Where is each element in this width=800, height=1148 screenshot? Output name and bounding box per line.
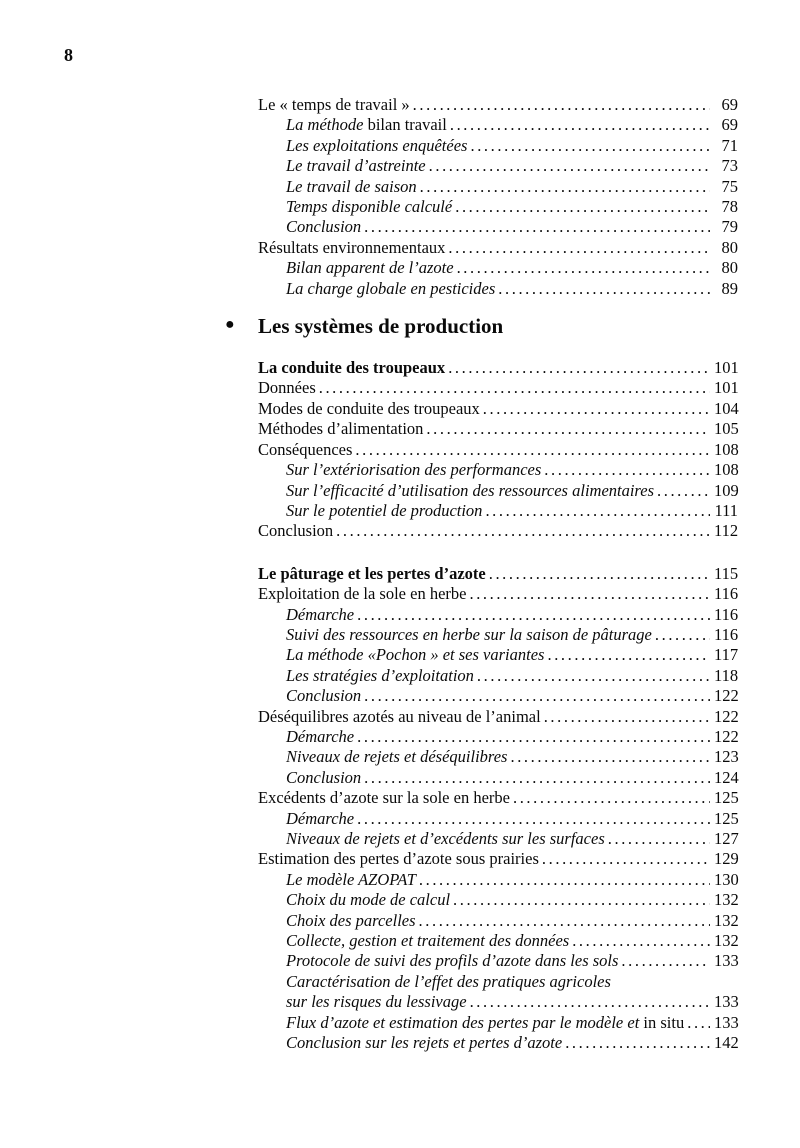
toc-entry-text: Conclusion	[286, 686, 362, 706]
toc-entry	[258, 115, 738, 135]
toc-entry-label	[258, 584, 466, 604]
dot-leader	[450, 115, 710, 135]
toc-entry	[258, 1013, 738, 1033]
toc-entry	[258, 177, 738, 197]
toc-entry	[258, 358, 738, 378]
toc-entry	[258, 564, 738, 584]
toc-entry	[258, 217, 738, 237]
dot-leader	[469, 584, 710, 604]
toc-entry-label	[286, 931, 569, 951]
toc-entry-page: 116	[714, 604, 739, 624]
toc-entry-label	[258, 358, 445, 378]
dot-leader	[547, 645, 710, 665]
toc-entry-text: Niveaux de rejets et déséquilibres	[286, 747, 508, 767]
dot-leader	[453, 890, 710, 910]
dot-leader	[485, 501, 710, 521]
toc-entry-label	[286, 747, 507, 767]
dot-leader	[687, 1013, 710, 1033]
toc-entry-page: 108	[714, 439, 739, 459]
toc-entry	[258, 707, 738, 727]
toc-entry-text: Les exploitations enquêtées	[286, 135, 468, 155]
toc-entry	[258, 136, 738, 156]
toc-entry	[258, 849, 738, 869]
dot-leader	[510, 747, 710, 767]
toc-entry-page: 132	[714, 910, 739, 930]
dot-leader	[544, 460, 710, 480]
dot-leader	[513, 788, 710, 808]
toc-entry-page: 122	[714, 706, 739, 726]
toc-entry	[258, 890, 738, 910]
dot-leader	[621, 951, 710, 971]
toc-entry-page: 116	[714, 584, 739, 604]
toc-entry-page: 118	[714, 665, 739, 685]
dot-leader	[357, 727, 710, 747]
dot-leader	[429, 156, 710, 176]
toc-entry-page: 124	[714, 767, 739, 787]
dot-leader	[498, 279, 710, 299]
dot-leader	[319, 378, 710, 398]
dot-leader	[655, 625, 710, 645]
toc-entry-label	[286, 992, 467, 1012]
toc-entry-page: 101	[714, 378, 739, 398]
toc-entry-text: Le travail de saison	[286, 176, 417, 196]
toc-entry-label	[258, 849, 539, 869]
toc-entry-page: 78	[721, 197, 738, 217]
dot-leader	[455, 197, 710, 217]
toc-entry	[258, 419, 738, 439]
toc-entry-page: 71	[721, 135, 738, 155]
toc-entry	[258, 972, 738, 992]
toc-entry-text: Conséquences	[258, 439, 353, 459]
table-of-contents	[225, 95, 739, 1053]
toc-entry	[258, 521, 738, 541]
toc-entry-text: Flux d’azote et estimation des pertes par le modèle et	[286, 1012, 644, 1032]
toc-entry-label	[286, 136, 467, 156]
toc-entry	[258, 156, 738, 176]
dot-leader	[419, 870, 710, 890]
dot-leader	[657, 481, 710, 501]
toc-entry-label	[286, 666, 474, 686]
toc-entry-label	[258, 788, 510, 808]
toc-entry-page: 116	[714, 624, 739, 644]
toc-entry-label	[286, 115, 447, 135]
toc-entry-page: 125	[714, 808, 739, 828]
toc-entry-text: Résultats environnementaux	[258, 237, 446, 257]
toc-entry-text: Le pâturage et les pertes d’azote	[258, 563, 486, 583]
toc-entry	[258, 460, 738, 480]
toc-entry-label	[286, 727, 354, 747]
toc-entry	[258, 1033, 738, 1053]
toc-entry	[258, 501, 738, 521]
toc-entry-label	[258, 238, 445, 258]
toc-entry-label	[286, 911, 416, 931]
dot-leader	[448, 358, 710, 378]
toc-entry-label	[286, 951, 618, 971]
toc-entry-text: Choix du mode de calcul	[286, 890, 451, 910]
dot-leader	[357, 809, 710, 829]
toc-entry-text: Conclusion	[286, 767, 362, 787]
toc-entry-label	[258, 440, 352, 460]
toc-entry-text: Sur le potentiel de production	[286, 500, 483, 520]
toc-entry-page: 132	[714, 931, 739, 951]
toc-entry	[258, 399, 738, 419]
toc-entry-page: 133	[714, 951, 739, 971]
toc-block	[258, 564, 738, 1054]
dot-leader	[544, 707, 710, 727]
toc-entry-text: Démarche	[286, 604, 355, 624]
toc-entry-page: 80	[721, 258, 738, 278]
toc-entry-text: La charge globale en pesticides	[286, 278, 496, 298]
toc-entry-label	[286, 890, 450, 910]
dot-leader	[364, 768, 710, 788]
toc-entry-text: Conclusion	[258, 521, 334, 541]
toc-entry	[258, 992, 738, 1012]
toc-entry-label	[286, 481, 654, 501]
toc-entry-text: Niveaux de rejets et d’excédents sur les surfaces	[286, 829, 605, 848]
toc-entry-text: Estimation des pertes d’azote sous prairies	[258, 849, 539, 869]
toc-entry-text: Modes de conduite des troupeaux	[258, 398, 480, 418]
toc-entry-page: 69	[721, 95, 738, 114]
dot-leader	[565, 1033, 710, 1053]
toc-entry-page: 80	[721, 237, 738, 257]
dot-leader	[608, 829, 710, 849]
section-heading-label: Les systèmes de production	[258, 314, 504, 339]
toc-entry-label	[258, 378, 316, 398]
toc-entry-label	[286, 972, 611, 992]
toc-entry-page: 69	[721, 115, 738, 135]
toc-entry-label	[258, 707, 541, 727]
toc-entry-text: Sur l’extériorisation des performances	[286, 460, 542, 480]
toc-entry-page: 125	[714, 788, 739, 808]
toc-entry-label	[286, 829, 605, 849]
toc-entry	[258, 666, 738, 686]
toc-entry-label	[258, 419, 423, 439]
toc-entry-text: Protocole de suivi des profils d’azote dans les sols	[286, 951, 619, 971]
dot-leader	[470, 136, 710, 156]
toc-entry-text: Le travail d’astreinte	[286, 156, 426, 176]
dot-leader	[413, 95, 710, 115]
toc-entry	[258, 625, 738, 645]
toc-entry-label	[286, 460, 541, 480]
toc-entry-label	[286, 870, 416, 890]
toc-entry-text: Les stratégies d’exploitation	[286, 665, 474, 685]
toc-entry	[258, 279, 738, 299]
toc-entry-label	[286, 197, 452, 217]
toc-entry	[258, 95, 738, 115]
toc-entry-label	[286, 501, 482, 521]
toc-entry	[258, 788, 738, 808]
toc-entry-page: 122	[714, 686, 739, 706]
toc-entry-label	[286, 768, 361, 788]
toc-entry-label	[286, 279, 495, 299]
dot-leader	[542, 849, 710, 869]
toc-entry	[258, 686, 738, 706]
toc-entry	[258, 238, 738, 258]
toc-entry-text: Le « temps de travail »	[258, 95, 410, 114]
toc-entry	[258, 911, 738, 931]
toc-entry-page: 108	[714, 460, 739, 480]
toc-entry	[258, 645, 738, 665]
section-heading	[225, 313, 738, 339]
toc-entry	[258, 258, 738, 278]
toc-entry-text: Suivi des ressources en herbe sur la saison de pâturage	[286, 624, 652, 644]
toc-entry-text: Choix des parcelles	[286, 910, 416, 930]
toc-entry-text: Temps disponible calculé	[286, 197, 453, 217]
dot-leader	[483, 399, 710, 419]
toc-block	[258, 95, 738, 299]
dot-leader	[457, 258, 710, 278]
dot-leader	[470, 992, 710, 1012]
toc-entry-text: La méthode «Pochon » et ses variantes	[286, 645, 545, 665]
toc-entry-text: Conclusion	[286, 217, 362, 237]
toc-entry-text: Méthodes d’alimentation	[258, 419, 424, 439]
toc-entry-text: Démarche	[286, 808, 355, 828]
dot-leader	[336, 521, 710, 541]
toc-entry-page: 109	[714, 480, 739, 500]
toc-entry-label	[286, 645, 544, 665]
toc-entry-page: 79	[721, 217, 738, 237]
toc-entry	[258, 727, 738, 747]
toc-entry-label	[286, 177, 417, 197]
dot-leader	[355, 440, 710, 460]
toc-entry-label	[258, 564, 486, 584]
toc-entry	[258, 197, 738, 217]
toc-entry	[258, 378, 738, 398]
toc-block	[258, 358, 738, 542]
toc-entry-page: 89	[721, 278, 738, 298]
dot-leader	[419, 911, 710, 931]
toc-entry-text: La méthode	[286, 115, 368, 135]
toc-entry-text: Déséquilibres azotés au niveau de l’animal	[258, 706, 541, 726]
toc-entry-label	[258, 95, 410, 115]
toc-entry-page: 111	[714, 500, 738, 520]
toc-entry-text: Collecte, gestion et traitement des données	[286, 931, 570, 951]
toc-entry-text: Bilan apparent de l’azote	[286, 258, 454, 278]
toc-entry-page: 127	[714, 829, 739, 848]
toc-entry	[258, 605, 738, 625]
section-bullet-icon: ●	[225, 316, 235, 334]
toc-entry-page: 133	[714, 1012, 739, 1032]
toc-entry-text: in situ	[643, 1012, 685, 1032]
toc-entry-page: 104	[714, 398, 739, 418]
toc-entry-text: Caractérisation de l’effet des pratiques agricoles	[286, 971, 611, 991]
toc-entry-label	[258, 399, 480, 419]
dot-leader	[477, 666, 710, 686]
toc-entry-page: 75	[721, 176, 738, 196]
toc-entry	[258, 584, 738, 604]
toc-entry-page: 105	[714, 419, 739, 439]
toc-entry-page: 132	[714, 890, 739, 910]
toc-entry	[258, 809, 738, 829]
toc-entry-text: Données	[258, 378, 316, 398]
toc-entry-page: 129	[714, 849, 739, 869]
toc-entry-page: 101	[714, 358, 739, 378]
toc-entry-label	[286, 686, 361, 706]
dot-leader	[420, 177, 710, 197]
toc-entry-page: 122	[714, 726, 739, 746]
toc-entry-page: 117	[714, 645, 739, 665]
toc-entry-page: 130	[714, 869, 739, 889]
toc-entry-page: 142	[714, 1033, 739, 1053]
dot-leader	[364, 217, 710, 237]
toc-entry-page: 112	[714, 521, 739, 541]
toc-entry	[258, 951, 738, 971]
dot-leader	[572, 931, 710, 951]
dot-leader	[426, 419, 710, 439]
toc-entry	[258, 440, 738, 460]
toc-entry	[258, 481, 738, 501]
toc-entry-page: 123	[714, 747, 739, 767]
toc-entry-label	[286, 258, 454, 278]
toc-entry-page: 73	[721, 156, 738, 176]
toc-entry-label	[286, 156, 426, 176]
toc-entry	[258, 747, 738, 767]
toc-entry-text: Excédents d’azote sur la sole en herbe	[258, 788, 510, 808]
toc-entry-label	[286, 605, 354, 625]
toc-entry-text: bilan travail	[367, 115, 447, 135]
toc-entry-label	[286, 809, 354, 829]
dot-leader	[364, 686, 710, 706]
toc-entry	[258, 870, 738, 890]
toc-entry-label	[286, 1033, 562, 1053]
toc-entry-label	[286, 1013, 684, 1033]
toc-entry-text: La conduite des troupeaux	[258, 358, 446, 378]
toc-entry-text: sur les risques du lessivage	[286, 992, 467, 1012]
toc-entry-label	[286, 625, 652, 645]
toc-entry-label	[258, 521, 333, 541]
toc-entry-page: 133	[714, 992, 739, 1012]
toc-entry-text: Sur l’efficacité d’utilisation des ressources alimentaires	[286, 480, 654, 500]
dot-leader	[448, 238, 710, 258]
dot-leader	[357, 605, 710, 625]
page-number: 8	[64, 45, 73, 65]
toc-entry	[258, 768, 738, 788]
toc-entry-text: Conclusion sur les rejets et pertes d’azote	[286, 1033, 563, 1053]
toc-entry-text: Le modèle AZOPAT	[286, 869, 416, 889]
toc-entry-label	[286, 217, 361, 237]
toc-entry-text: Démarche	[286, 726, 355, 746]
dot-leader	[489, 564, 710, 584]
toc-entry	[258, 829, 738, 849]
toc-entry-text: Exploitation de la sole en herbe	[258, 584, 467, 604]
toc-entry-page: 115	[714, 563, 739, 583]
toc-entry	[258, 931, 738, 951]
